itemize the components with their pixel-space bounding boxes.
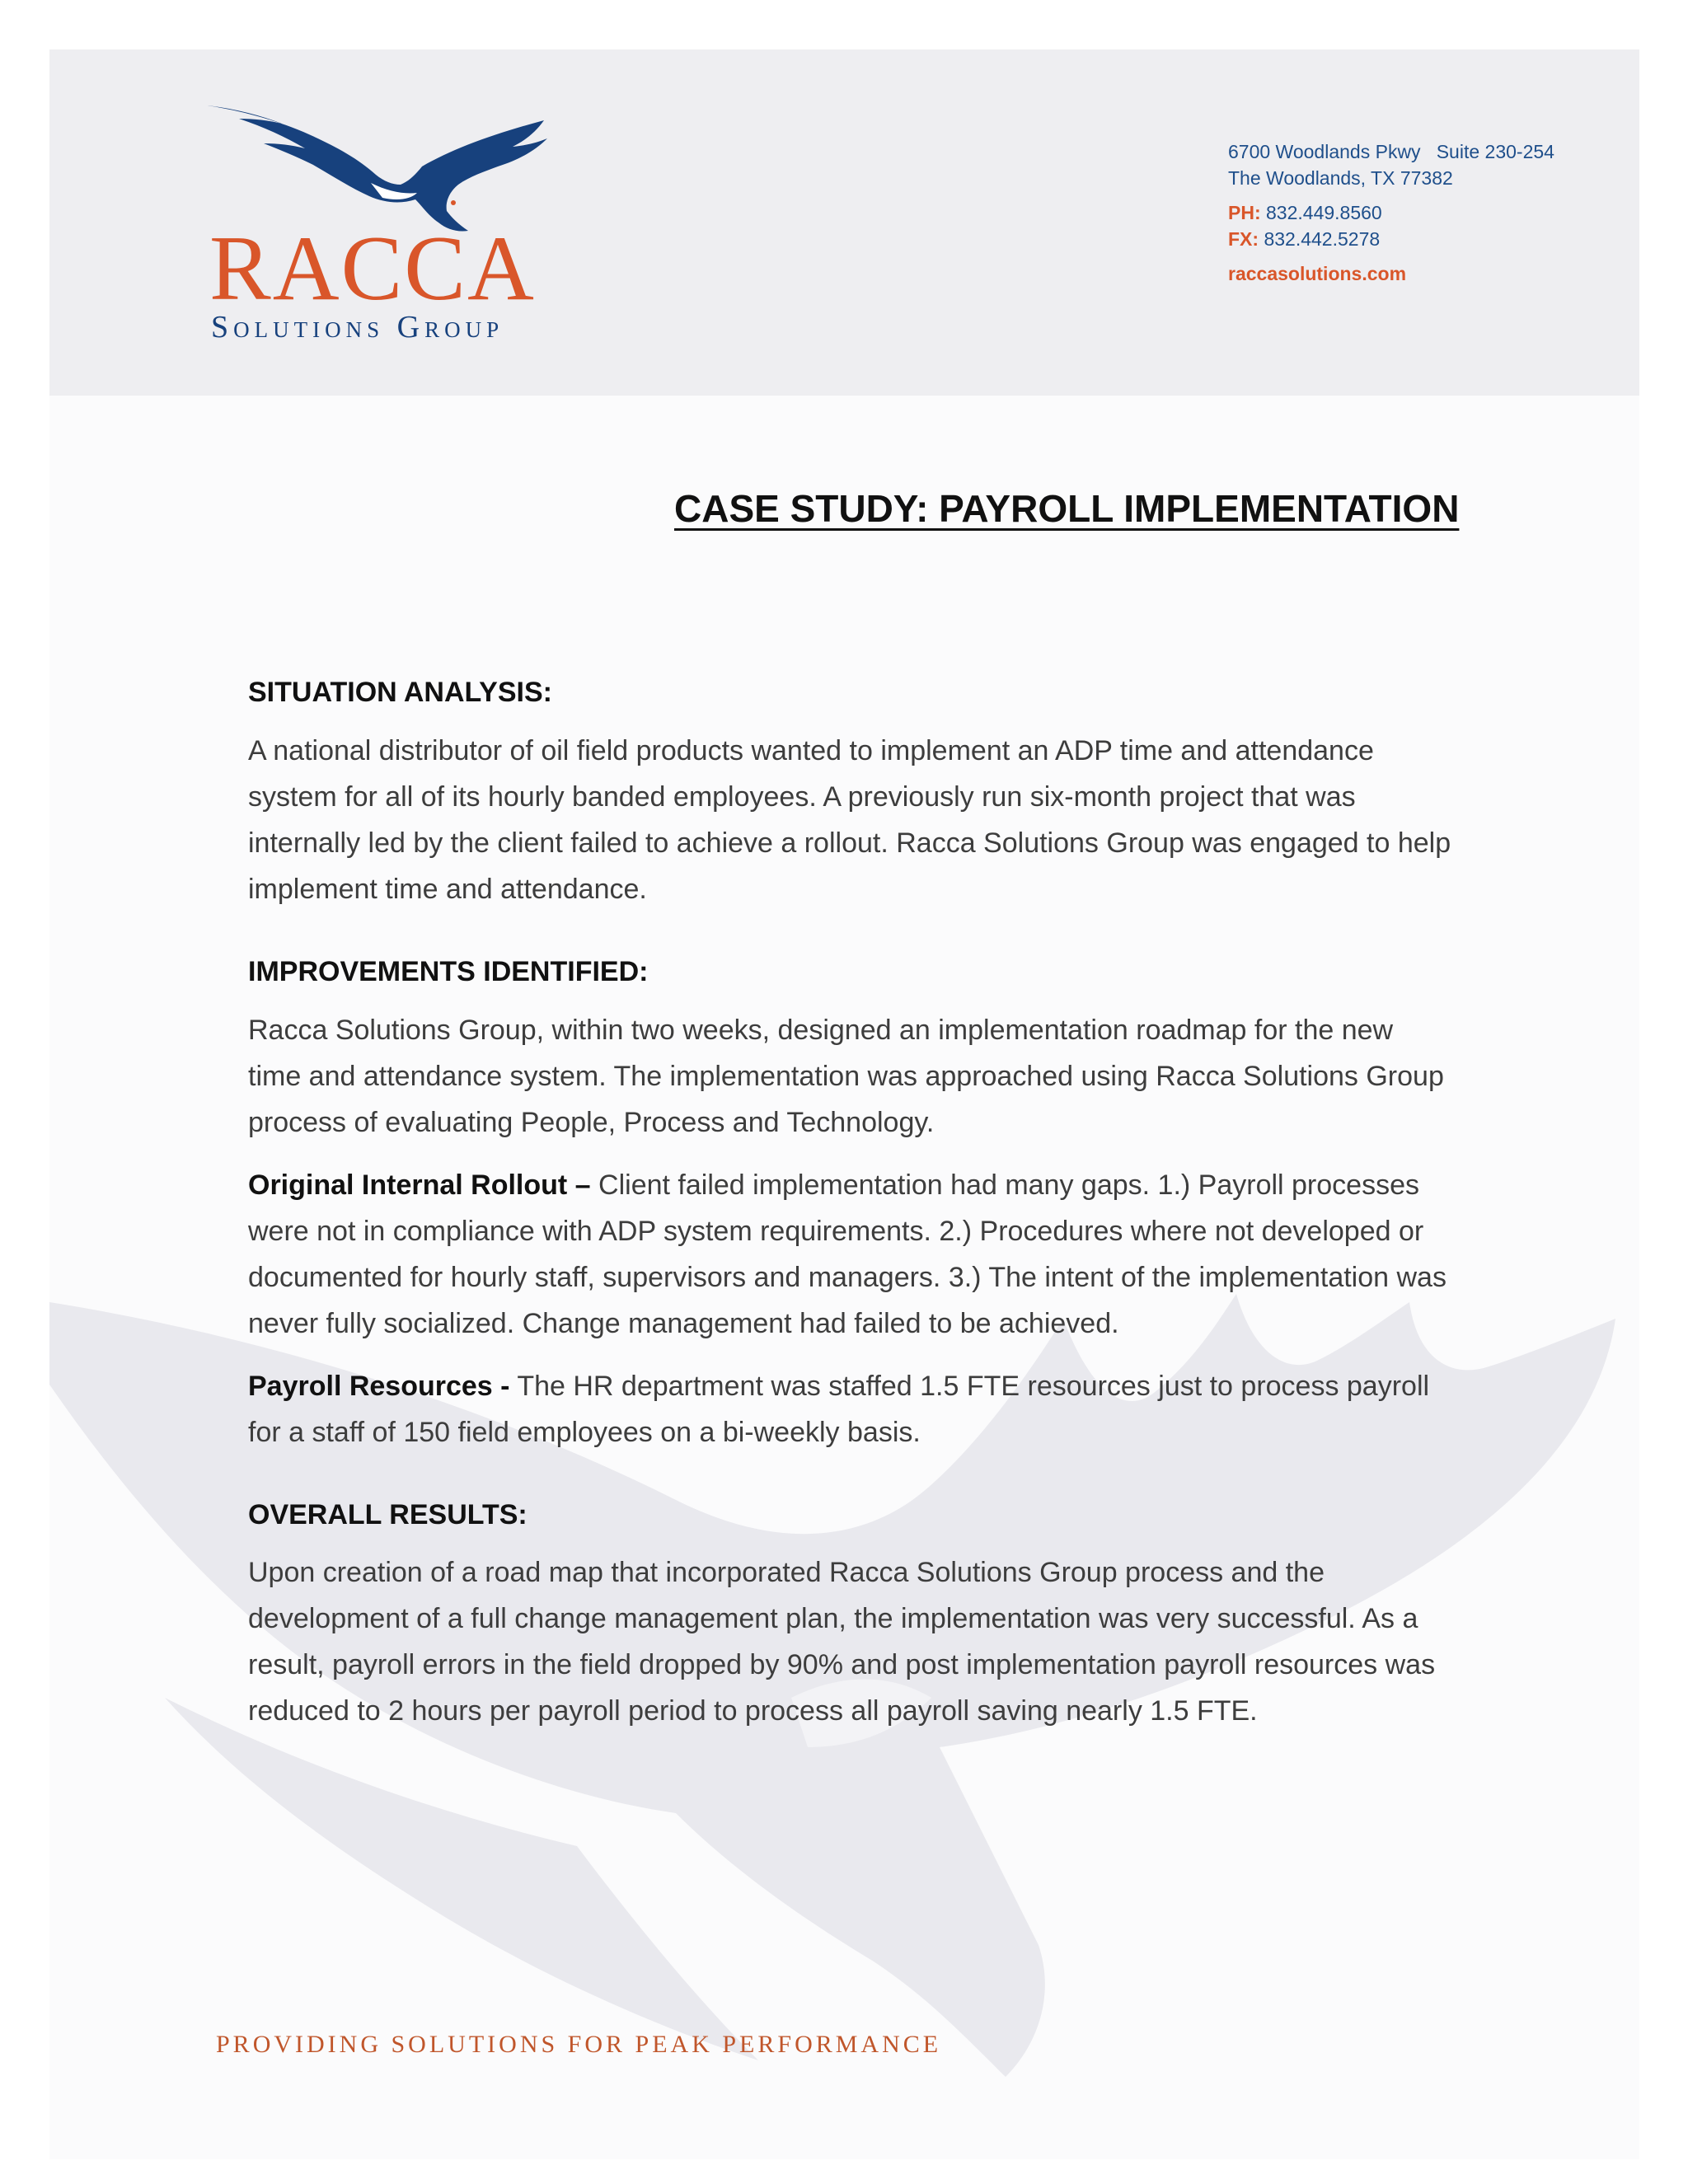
results-text: Upon creation of a road map that incorporated Racca Solutions Group process and the development of a full change management plan, the implementation was very successful. As a result, payroll errors in the field dropped by 90% and post implementation payroll resources was reduced to 2 hours per payroll period to process all payroll saving nearly 1.5 FTE. <box>248 1557 1436 1727</box>
rollout-text: Client failed implementation had many gaps. 1.) Payroll processes were not in compliance with ADP system requirements. 2.) Procedures where not developed or documented for hourly staff, supervisors and managers. 3.) The intent of the implementation was never fully socialized. Change management had failed to be achieved. <box>248 1169 1447 1339</box>
resources-paragraph <box>248 1363 1451 1455</box>
rollout-paragraph <box>248 1162 1451 1347</box>
address-line-1: 6700 Woodlands Pkwy Suite 230-254 <box>1228 141 1554 162</box>
address-line-2: The Woodlands, TX 77382 <box>1228 167 1453 189</box>
page-title: CASE STUDY: PAYROLL IMPLEMENTATION <box>674 487 1460 530</box>
document-body <box>248 676 1451 1777</box>
fax-line <box>1228 226 1554 252</box>
improvements-section <box>248 955 1451 1455</box>
improvements-intro: Racca Solutions Group, within two weeks, designed an implementation roadmap for the new time and attendance system. The implementation was approached using Racca Solutions Group process of evaluating People, Process and Technology. <box>248 1014 1444 1138</box>
logo-subtitle: Solutions Group <box>211 310 504 344</box>
phone-label: PH: <box>1228 202 1261 223</box>
footer-tagline: PROVIDING SOLUTIONS FOR PEAK PERFORMANCE <box>216 2031 942 2058</box>
results-section <box>248 1498 1451 1735</box>
improvements-heading: IMPROVEMENTS IDENTIFIED: <box>248 955 649 987</box>
fax-label: FX: <box>1228 228 1259 250</box>
phone-line <box>1228 199 1554 226</box>
resources-text: The HR department was staffed 1.5 FTE resources just to process payroll for a staff of 150 field employees on a bi-weekly basis. <box>248 1370 1430 1448</box>
website-link[interactable]: raccasolutions.com <box>1228 263 1407 284</box>
logo-wordmark: RACCA <box>209 218 536 320</box>
rollout-lead: Original Internal Rollout – <box>248 1169 591 1201</box>
results-heading: OVERALL RESULTS: <box>248 1498 528 1530</box>
situation-section <box>248 676 1451 912</box>
company-logo <box>206 99 569 346</box>
contact-block <box>1228 138 1554 287</box>
resources-lead: Payroll Resources - <box>248 1370 510 1402</box>
phone-number: 832.449.8560 <box>1266 202 1382 223</box>
fax-number: 832.442.5278 <box>1264 228 1381 250</box>
situation-heading: SITUATION ANALYSIS: <box>248 677 552 708</box>
situation-text: A national distributor of oil field products wanted to implement an ADP time and attendance system for all of its hourly banded employees. A previously run six-month project that was internally led by the client failed to achieve a rollout. Racca Solutions Group was engaged to help implement time and attendance. <box>248 734 1451 905</box>
